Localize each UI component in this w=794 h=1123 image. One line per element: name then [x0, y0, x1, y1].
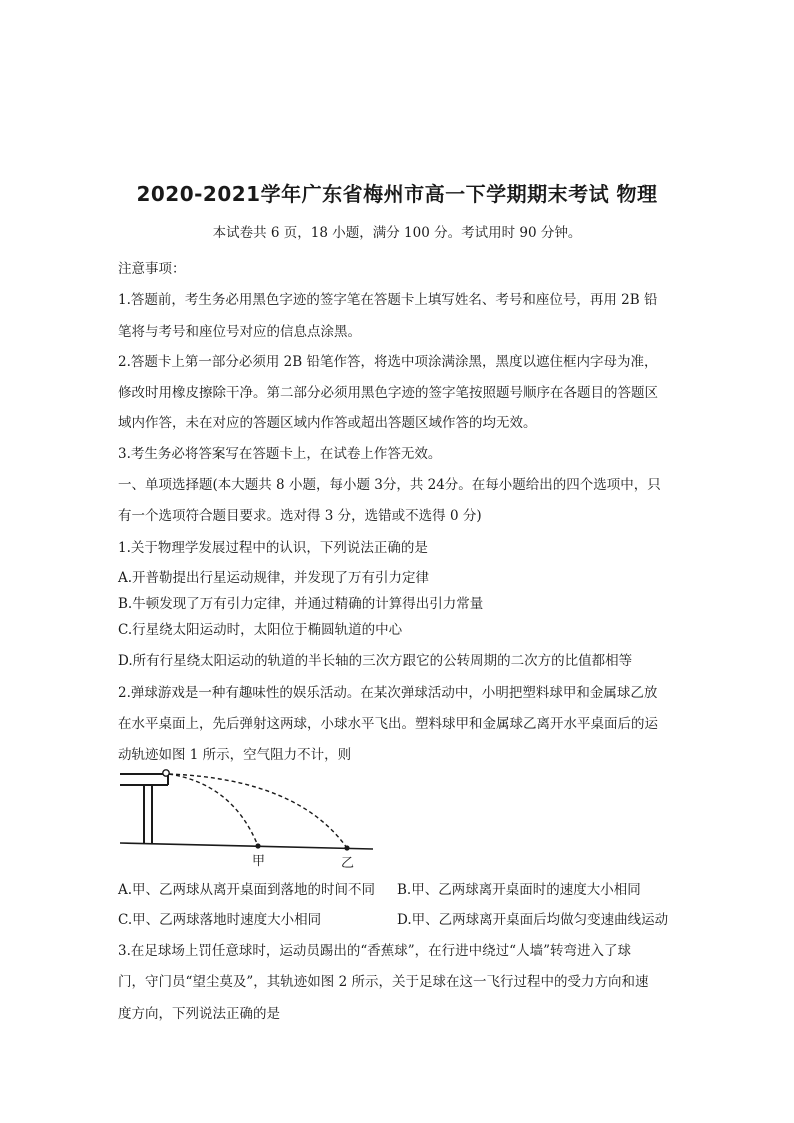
note-2-line-1: 2.答题卡上第一部分必须用 2B 铅笔作答，将选中项涂满涂黑，黑度以遮住框内字母为准， — [118, 354, 658, 370]
question-1-stem: 1.关于物理学发展过程中的认识，下列说法正确的是 — [118, 540, 428, 556]
question-2-line-3: 动轨迹如图 1 所示，空气阻力不计，则 — [118, 747, 352, 763]
trajectory-jia — [169, 774, 258, 846]
question-2-line-2: 在水平桌面上，先后弹射这两球，小球水平飞出。塑料球甲和金属球乙离开水平桌面后的运 — [118, 716, 658, 732]
exam-subtitle: 本试卷共 6 页，18 小题，满分 100 分。考试用时 90 分钟。 — [212, 225, 582, 241]
notes-heading: 注意事项： — [118, 261, 186, 277]
landing-point-yi — [344, 845, 349, 850]
launch-point — [163, 770, 169, 776]
note-1-line-2: 笔将与考号和座位号对应的信息点涂黑。 — [118, 324, 361, 340]
section-1-line-1: 一、单项选择题(本大题共 8 小题，每小题 3分，共 24分。在每小题给出的四个选项中，只 — [118, 477, 661, 493]
question-2-line-1: 2.弹球游戏是一种有趣味性的娱乐活动。在某次弹球活动中，小明把塑料球甲和金属球乙放 — [118, 685, 658, 701]
note-2-line-3: 域内作答，未在对应的答题区域内作答或超出答题区域作答的均无效。 — [118, 415, 537, 431]
question-2-option-b: B.甲、乙两球离开桌面时的速度大小相同 — [397, 882, 641, 898]
label-jia: 甲 — [252, 854, 266, 869]
question-2-option-c: C.甲、乙两球落地时速度大小相同 — [118, 912, 322, 928]
section-1-line-2: 有一个选项符合题目要求。选对得 3 分，选错或不选得 0 分) — [118, 508, 482, 524]
note-2-line-2: 修改时用橡皮擦除干净。第二部分必须用黑色字迹的签字笔按照题号顺序在各题目的答题区 — [118, 385, 658, 401]
note-3: 3.考生务必将答案写在答题卡上，在试卷上作答无效。 — [118, 446, 442, 462]
question-1-option-a: A.开普勒提出行星运动规律，并发现了万有引力定律 — [118, 570, 430, 586]
question-3-line-3: 度方向，下列说法正确的是 — [118, 1006, 280, 1022]
label-yi: 乙 — [341, 856, 355, 871]
question-2-option-a: A.甲、乙两球从离开桌面到落地的时间不同 — [118, 882, 376, 898]
ground-line — [120, 843, 373, 849]
page-title: 2020-2021学年广东省梅州市高一下学期期末考试 物理 — [136, 182, 658, 206]
question-1-option-b: B.牛顿发现了万有引力定律，并通过精确的计算得出引力常量 — [118, 596, 484, 612]
trajectory-yi — [169, 774, 347, 848]
question-1-option-d: D.所有行星绕太阳运动的轨道的半长轴的三次方跟它的公转周期的二次方的比值都相等 — [118, 653, 633, 669]
note-1-line-1: 1.答题前，考生务必用黑色字迹的签字笔在答题卡上填写姓名、考号和座位号，再用 2B 铅 — [118, 292, 658, 308]
question-2-option-d: D.甲、乙两球离开桌面后均做匀变速曲线运动 — [397, 912, 669, 928]
figure-1-trajectory-diagram — [118, 764, 378, 874]
question-3-line-2: 门，守门员“望尘莫及”，其轨迹如图 2 所示，关于足球在这一飞行过程中的受力方向和速 — [118, 974, 649, 990]
landing-point-jia — [255, 843, 260, 848]
question-1-option-c: C.行星绕太阳运动时，太阳位于椭圆轨道的中心 — [118, 622, 403, 638]
question-3-line-1: 3.在足球场上罚任意球时，运动员踢出的“香蕉球”，在行进中绕过“人墙”转弯进入了球 — [118, 943, 631, 959]
